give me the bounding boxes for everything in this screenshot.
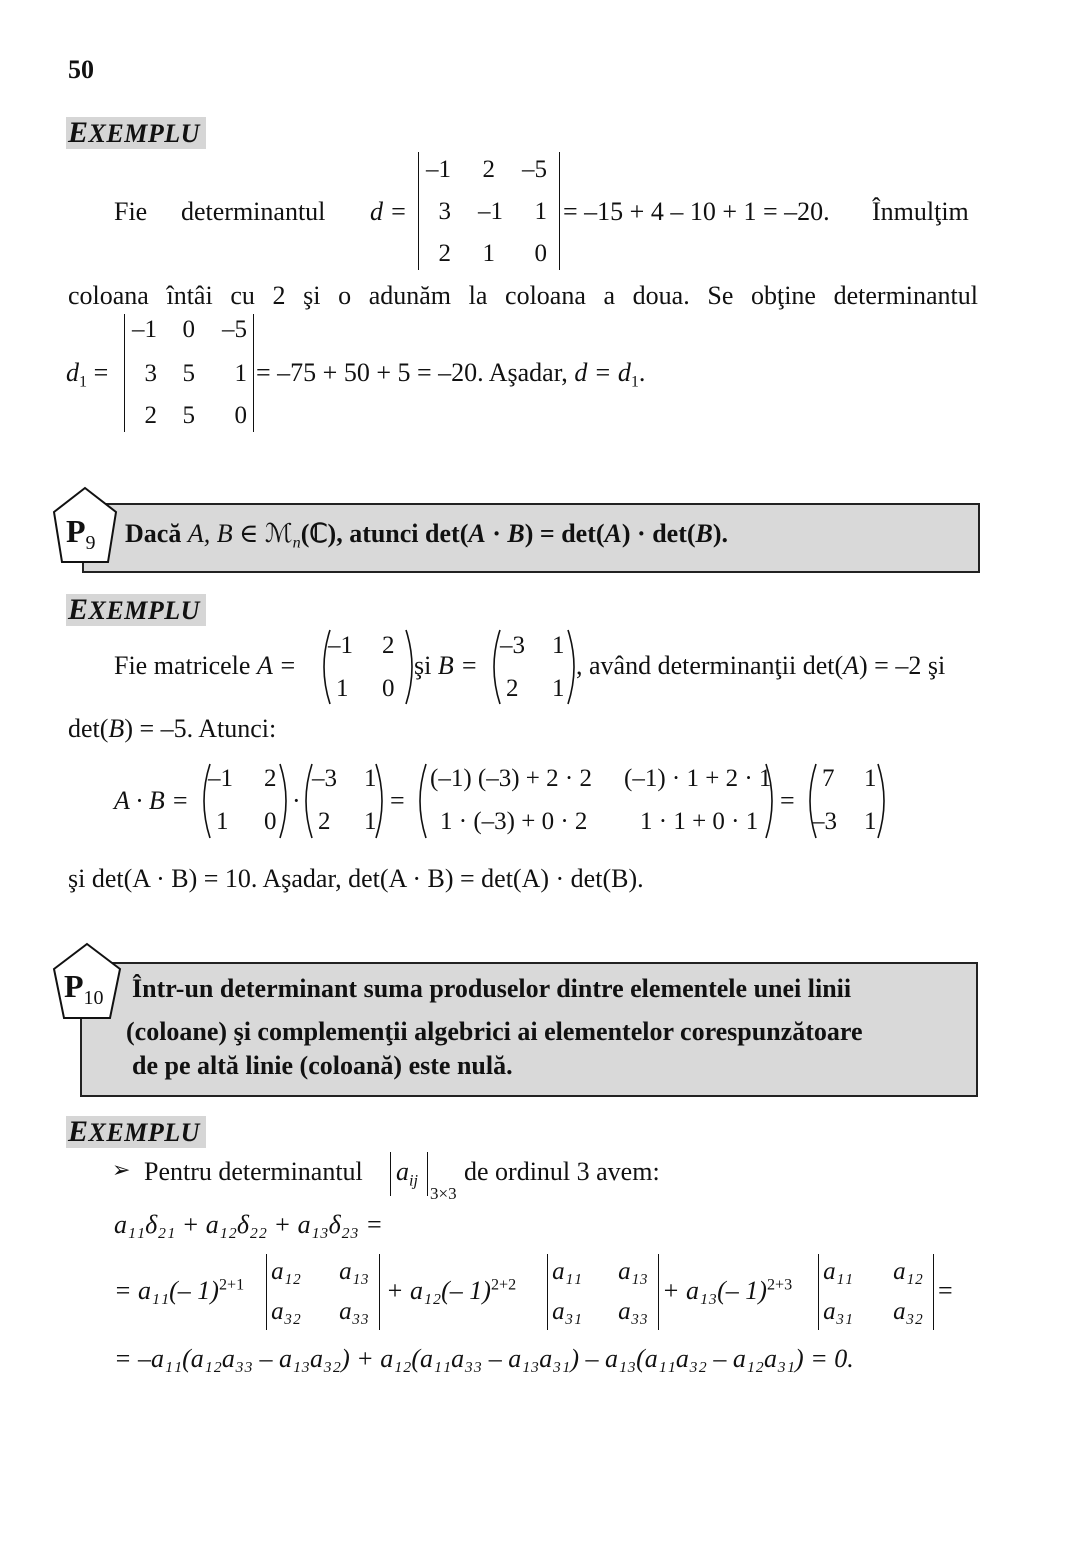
ex2-prod-lhs: A · B = <box>114 786 189 815</box>
det-cell: 1 <box>534 198 547 225</box>
minor-cell: a₁₂ <box>271 1258 301 1285</box>
example-label: EXEMPLU <box>66 117 206 149</box>
ex2-line2: det(B) = –5. Atunci: <box>68 714 277 743</box>
det-cell: 2 <box>482 156 495 183</box>
matrix-cell: 1 · 1 + 0 · 1 <box>640 808 759 835</box>
d1-sub: 1 <box>79 373 88 391</box>
det-cell: 3 <box>144 360 157 387</box>
matrix-cell: 1 <box>864 808 877 835</box>
matrix-cell: 0 <box>382 675 395 702</box>
ex1-intro2: determinantul <box>181 197 326 226</box>
ex3-line2-c: + a₁₃(– 1)$^{2+3}$ <box>662 1276 793 1305</box>
ex2-intro: Fie matricele A = <box>114 651 297 680</box>
minor-cell: a₃₂ <box>893 1298 923 1325</box>
matrix-cell: 1 <box>364 808 377 835</box>
p10-line1: Într-un determinant suma produselor dintre elementele unei linii <box>132 974 852 1003</box>
minor-cell: a₃₁ <box>823 1298 853 1325</box>
matrix-cell: –1 <box>328 632 353 659</box>
p9-statement: Dacă A, B ∈ ℳ$_n$(ℂ), atunci det(A · B) = det(A) · det(B). <box>125 519 729 552</box>
ex3-line2-a: = a₁₁(– 1)$^{2+1}$ <box>114 1276 245 1305</box>
equals: = <box>780 786 795 815</box>
matrix-cell: –3 <box>500 632 525 659</box>
det-cell: 1 <box>482 240 495 267</box>
matrix-cell: 1 <box>864 765 877 792</box>
d1-eq: = <box>87 358 109 387</box>
minor-cell: a₃₃ <box>339 1298 369 1325</box>
p10-line2: (coloane) şi complemenţii algebrici ai elementelor corespunzătoare <box>126 1017 863 1046</box>
matrix-cell: 2 <box>264 765 277 792</box>
matrix-cell: 1 <box>336 675 349 702</box>
bullet-icon: ➢ <box>112 1157 131 1182</box>
matrix-cell: 2 <box>382 632 395 659</box>
minor-cell: a₁₃ <box>339 1258 369 1285</box>
page-number: 50 <box>68 55 94 84</box>
minor-2 <box>547 1254 659 1330</box>
example-label: EXEMPLU <box>66 594 206 626</box>
minor-cell: a₃₂ <box>271 1298 301 1325</box>
ex3-line2-end: = <box>938 1276 953 1305</box>
ex1-conclusion-end: . <box>638 358 646 387</box>
ex3-size: 3×3 <box>430 1184 457 1203</box>
ex1-result: = –15 + 4 – 10 + 1 = –20. <box>563 197 830 226</box>
det-cell: 0 <box>234 402 247 429</box>
det-cell: –1 <box>426 156 451 183</box>
minor-cell: a₁₁ <box>552 1258 582 1285</box>
det-cell: 5 <box>182 402 195 429</box>
ex1-line2: coloana întâi cu 2 şi o adunăm la coloana a doua. Se obţine determinantul <box>68 281 978 310</box>
matrix-cell: 1 · (–3) + 0 · 2 <box>440 808 588 835</box>
ex3-line1: a₁₁δ₂₁ + a₁₂δ₂₂ + a₁₃δ₂₃ = <box>114 1210 383 1239</box>
matrix-cell: –1 <box>208 765 233 792</box>
det-cell: 2 <box>144 402 157 429</box>
det-cell: –1 <box>132 316 157 343</box>
minor-1 <box>266 1254 380 1330</box>
det-cell: 0 <box>534 240 547 267</box>
ex1-determinant-d1 <box>124 314 254 432</box>
matrix-cell: –3 <box>312 765 337 792</box>
dot: · <box>292 786 301 815</box>
minor-3 <box>818 1254 934 1330</box>
ex2-si-b: şi B = <box>414 651 478 680</box>
det-cell: 2 <box>438 240 451 267</box>
ex1-conclusion: d = d <box>574 358 631 387</box>
p10-tag: $P_{10}$ <box>64 968 104 1009</box>
minor-cell: a₃₁ <box>552 1298 582 1325</box>
det-cell: –1 <box>478 198 503 225</box>
p10-line3: de pe altă linie (coloană) este nulă. <box>132 1051 513 1080</box>
p9-tag: $P_9$ <box>66 513 96 554</box>
matrix-cell: 2 <box>318 808 331 835</box>
ex3-intro-a: Pentru determinantul <box>144 1157 363 1186</box>
example-label: EXEMPLU <box>66 1116 206 1148</box>
ex1-after: Înmulţim <box>872 197 969 226</box>
ex3-intro-b: de ordinul 3 avem: <box>464 1157 660 1186</box>
det-cell: 0 <box>182 316 195 343</box>
ex2-line3: şi det(A · B) = 10. Aşadar, det(A · B) = det(A) · det(B). <box>68 864 644 893</box>
ex3-det: $a_{ij}$ <box>396 1157 418 1190</box>
det-cell: 5 <box>182 360 195 387</box>
d1-label: d <box>66 358 79 387</box>
minor-cell: a₃₃ <box>618 1298 648 1325</box>
matrix-cell: (–1) (–3) + 2 · 2 <box>430 765 592 792</box>
matrix-cell: 1 <box>552 675 565 702</box>
matrix-cell: 1 <box>552 632 565 659</box>
matrix-cell: (–1) · 1 + 2 · 1 <box>624 765 772 792</box>
det-cell: 1 <box>234 360 247 387</box>
det-cell: –5 <box>222 316 247 343</box>
ex1-d-eq: d = <box>370 197 408 226</box>
matrix-cell: –3 <box>812 808 837 835</box>
ex2-tail: , având determinanţii det(A) = –2 şi <box>576 651 946 680</box>
minor-cell: a₁₃ <box>618 1258 648 1285</box>
ex3-line3: = –a₁₁(a₁₂a₃₃ – a₁₃a₃₂) + a₁₂(a₁₁a₃₃ – a₁₃a₃₁) – a₁₃(a₁₁a₃₂ – a₁₂a₃₁) = 0. <box>114 1344 854 1373</box>
matrix-cell: 0 <box>264 808 277 835</box>
matrix-cell: 7 <box>822 765 835 792</box>
ex1-conclusion-sub: 1 <box>630 373 639 391</box>
ex3-line2-b: + a₁₂(– 1)$^{2+2}$ <box>386 1276 517 1305</box>
matrix-cell: 1 <box>216 808 229 835</box>
ex1-result2: = –75 + 50 + 5 = –20. Aşadar, <box>256 358 575 387</box>
matrix-cell: 2 <box>506 675 519 702</box>
det-cell: 3 <box>438 198 451 225</box>
minor-cell: a₁₁ <box>823 1258 853 1285</box>
matrix-cell: 1 <box>364 765 377 792</box>
ex1-determinant-d <box>418 152 560 270</box>
equals: = <box>390 786 405 815</box>
minor-cell: a₁₂ <box>893 1258 923 1285</box>
ex1-intro: Fie <box>114 197 148 226</box>
det-cell: –5 <box>522 156 547 183</box>
